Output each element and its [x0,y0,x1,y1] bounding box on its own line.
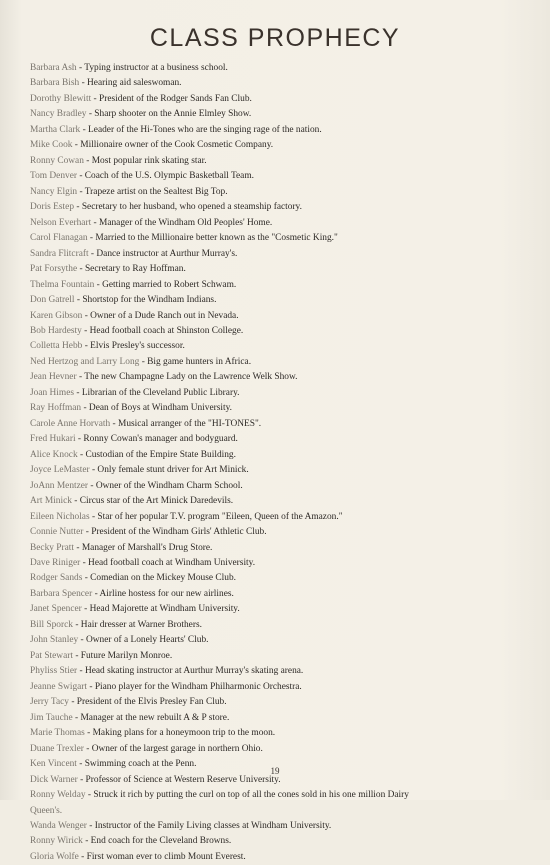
student-name: Bob Hardesty [30,325,82,336]
prophecy-text: - Professor of Science at Western Reserve University. [77,774,281,785]
prophecy-text: - Hair dresser at Warner Brothers. [72,619,202,630]
prophecy-text: - Owner of the largest garage in northern Ohio. [83,743,263,754]
student-name: Sandra Flitcraft [30,248,89,259]
prophecy-entry [30,76,545,91]
prophecy-entry [30,138,545,153]
student-name: Barbara Ash [30,63,77,73]
prophecy-entry [30,355,545,370]
student-name: JoAnn Mentzer [30,480,89,491]
prophecy-text: - Struck it rich by putting the curl on top of all the cones sold in his one million Dairy [85,790,409,801]
prophecy-text: - Most popular rink skating star. [83,155,207,166]
prophecy-entry [30,587,545,602]
prophecy-text: - Librarian of the Cleveland Public Library. [74,387,240,398]
prophecy-text: - Musical arranger of the "HI-TONES". [110,418,262,429]
prophecy-entry [30,448,545,463]
student-name: Alice Knock [30,449,78,460]
student-name: Marie Thomas [30,728,85,739]
student-name: Jerry Tacy [30,697,69,708]
prophecy-entry [30,262,545,277]
student-name: Becky Pratt [30,542,75,553]
student-name: Jean Hevner [30,372,77,383]
student-name: Ken Vincent [30,759,77,770]
prophecy-entry [30,571,545,586]
prophecy-entry [30,479,545,494]
student-name: Bill Sporck [30,619,73,630]
prophecy-text: - Hearing aid saleswoman. [79,78,182,89]
prophecy-entry [30,711,545,726]
student-name: Ned Hertzog and Larry Long [30,356,140,367]
student-name: Ronny Cowan [30,155,84,166]
prophecy-entry [30,309,545,324]
student-name: Don Gatrell [30,295,75,306]
prophecy-entry [30,293,545,308]
prophecy-entry [30,494,545,509]
student-name: Dick Warner [30,774,78,785]
prophecy-list [30,61,545,865]
prophecy-text: - Dance instructor at Aurthur Murray's. [88,248,238,259]
prophecy-entry [30,695,545,710]
prophecy-entry [30,370,545,385]
prophecy-text: - Manager of Marshall's Drug Store. [74,542,213,553]
student-name: Joyce LeMaster [30,465,90,476]
student-name: Barbara Bish [30,78,80,89]
prophecy-entry [30,850,545,865]
student-name: Doris Estep [30,202,75,213]
student-name: Pat Forsythe [30,264,78,275]
prophecy-entry [30,92,545,107]
prophecy-entry [30,804,545,819]
prophecy-text: - Manager of the Windham Old Peoples' Home. [91,217,273,228]
prophecy-entry [30,154,545,169]
prophecy-entry [30,247,545,262]
student-name: Fred Hukari [30,434,76,445]
student-name: Dave Riniger [30,558,81,568]
student-name: Gloria Wolfe [30,851,79,862]
prophecy-entry [30,339,545,354]
prophecy-text: - Secretary to her husband, who opened a steamship factory. [74,202,302,213]
prophecy-text: - Instructor of the Family Living classes at Windham University. [86,820,332,831]
prophecy-entry [30,834,545,849]
prophecy-text: - Star of her popular T.V. program "Eileen, Queen of the Amazon." [89,511,343,522]
student-name: John Stanley [30,635,79,646]
student-name: Jim Tauche [30,712,73,723]
prophecy-text: - Owner of a Lonely Hearts' Club. [78,635,209,646]
prophecy-entry [30,819,545,834]
prophecy-text: - Head football coach at Windham University. [80,558,256,568]
student-name: Barbara Spencer [30,588,93,599]
student-name: Jeanne Swigart [30,681,88,692]
student-name: Martha Clark [30,124,81,135]
prophecy-entry [30,649,545,664]
prophecy-entry [30,618,545,633]
student-name: Nancy Bradley [30,109,87,120]
student-name: Tom Denver [30,171,77,182]
prophecy-text: - Leader of the Hi-Tones who are the singing rage of the nation. [80,124,322,135]
student-name: Pat Stewart [30,650,73,661]
student-name: Mike Cook [30,140,73,151]
student-name: Ronny Welday [30,790,86,801]
prophecy-entry [30,510,545,525]
prophecy-text: - First woman ever to climb Mount Everest. [78,851,246,862]
prophecy-text: - Owner of the Windham Charm School. [88,480,243,491]
prophecy-text: - Sharp shooter on the Annie Elmley Show. [86,109,252,120]
student-name: Dorothy Blewitt [30,93,92,104]
prophecy-entry [30,107,545,122]
prophecy-text: - Comedian on the Mickey Mouse Club. [82,573,236,584]
prophecy-text: - Millionaire owner of the Cook Cosmetic Company. [72,140,274,151]
prophecy-text: - Future Marilyn Monroe. [72,650,173,661]
prophecy-text: - Airline hostess for our new airlines. [92,588,234,599]
prophecy-text: - Head football coach at Shinston College. [81,325,244,336]
prophecy-entry [30,525,545,540]
prophecy-text: - Head skating instructor at Aurthur Murray's skating arena. [77,666,304,677]
prophecy-text: - Custodian of the Empire State Building. [77,449,236,460]
prophecy-text: - Getting married to Robert Schwam. [94,279,237,290]
prophecy-entry [30,169,545,184]
prophecy-text: - Piano player for the Windham Philharmonic Orchestra. [87,681,302,692]
student-name: Nancy Elgin [30,186,78,197]
prophecy-entry [30,123,545,138]
prophecy-entry [30,417,545,432]
prophecy-entry [30,541,545,556]
student-name: Colletta Hebb [30,341,83,352]
student-name: Nelson Everhart [30,217,92,228]
prophecy-entry [30,742,545,757]
prophecy-entry [30,788,545,803]
student-name: Duane Trexler [30,743,84,754]
student-name: Ronny Wirick [30,836,83,847]
student-name: Art Minick [30,496,72,507]
prophecy-text: - Owner of a Dude Ranch out in Nevada. [82,310,239,321]
prophecy-text: - Manager at the new rebuilt A & P store. [72,712,230,723]
prophecy-text: - President of the Windham Girls' Athletic Club. [83,527,267,538]
prophecy-entry [30,556,545,571]
prophecy-text: - Married to the Millionaire better known as the "Cosmetic King." [87,233,338,244]
student-name: Phyliss Stier [30,666,78,677]
prophecy-entry [30,463,545,478]
prophecy-entry [30,633,545,648]
prophecy-text: - Shortstop for the Windham Indians. [74,295,217,306]
prophecy-entry [30,278,545,293]
prophecy-text: - Trapeze artist on the Sealtest Big Top. [77,186,228,197]
student-name: Connie Nutter [30,527,84,538]
prophecy-text: - Elvis Presley's successor. [82,341,185,352]
prophecy-entry [30,231,545,246]
prophecy-text: - Secretary to Ray Hoffman. [77,264,186,275]
prophecy-text: - Circus star of the Art Minick Daredevils. [71,496,234,507]
prophecy-text: - Ronny Cowan's manager and bodyguard. [75,434,238,445]
prophecy-text: - Head Majorette at Windham University. [81,604,240,615]
prophecy-entry [30,664,545,679]
student-name: Ray Hoffman [30,403,82,414]
prophecy-text: - Big game hunters in Africa. [139,356,252,367]
prophecy-text: - The new Champagne Lady on the Lawrence Welk Show. [76,372,298,383]
student-name: Queen's. [30,805,63,816]
prophecy-entry [30,432,545,447]
prophecy-text: - President of the Rodger Sands Fan Club. [91,93,252,104]
prophecy-entry [30,401,545,416]
prophecy-text: - Only female stunt driver for Art Minick. [89,465,249,476]
prophecy-entry [30,200,545,215]
prophecy-entry [30,216,545,231]
prophecy-entry [30,185,545,200]
student-name: Rodger Sands [30,573,83,584]
prophecy-text: - Dean of Boys at Windham University. [81,403,233,414]
student-name: Eileen Nicholas [30,511,90,522]
page-number: 19 [270,766,280,776]
prophecy-text: - President of the Elvis Presley Fan Club. [69,697,227,708]
student-name: Wanda Wenger [30,820,87,831]
page-title: CLASS PROPHECY [149,24,401,52]
prophecy-entry [30,386,545,401]
prophecy-entry [30,602,545,617]
prophecy-text: - Typing instructor at a business school. [76,63,228,73]
student-name: Thelma Fountain [30,279,95,290]
prophecy-entry [30,324,545,339]
student-name: Carol Flanagan [30,233,88,244]
prophecy-entry [30,680,545,695]
prophecy-text: - Swimming coach at the Penn. [76,759,197,770]
student-name: Carole Anne Horvath [30,418,111,429]
prophecy-text: - End coach for the Cleveland Browns. [82,836,232,847]
prophecy-text: - Making plans for a honeymoon trip to the moon. [84,728,276,739]
student-name: Karen Gibson [30,310,83,321]
prophecy-entry [30,726,545,741]
prophecy-entry [30,61,545,76]
prophecy-text: - Coach of the U.S. Olympic Basketball Team. [76,171,254,182]
student-name: Joan Himes [30,387,75,398]
student-name: Janet Spencer [30,604,82,615]
